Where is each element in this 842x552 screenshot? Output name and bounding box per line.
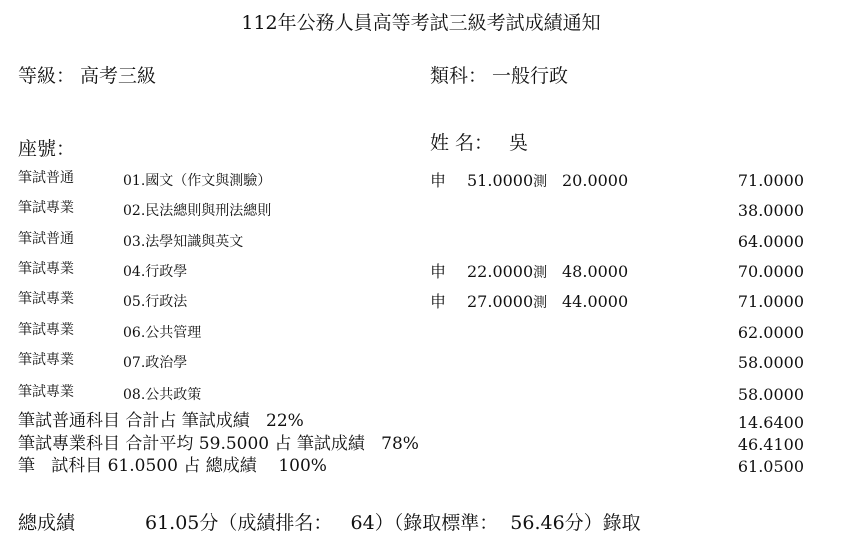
subject-score: 71.0000	[737, 171, 804, 190]
summary-line-general: 筆試普通科目 合計占 筆試成績 22%	[18, 411, 304, 431]
subject-score: 71.0000	[737, 292, 804, 311]
subject-score: 64.0000	[737, 232, 804, 251]
subject-mark: 申	[430, 292, 447, 311]
subject-score: 58.0000	[737, 385, 804, 404]
subject-value-1: 27.0000測	[467, 292, 548, 311]
subject-value-2: 20.0000	[562, 171, 629, 190]
subject-value-1: 22.0000測	[467, 262, 548, 281]
subject-type: 筆試專業	[18, 352, 74, 368]
subject-type: 筆試專業	[18, 200, 74, 216]
subject-value-2: 48.0000	[562, 262, 629, 281]
subject-mark: 申	[430, 171, 447, 190]
subject-name: 08.公共政策	[123, 387, 202, 403]
category-value: 一般行政	[492, 65, 569, 87]
seat-label: 座號：	[18, 138, 76, 160]
name-value: 吳	[509, 132, 529, 154]
total-score-value: 61.05分（成績排名： 64）（錄取標準： 56.46分）錄取	[145, 512, 641, 534]
subject-name: 03.法學知識與英文	[123, 234, 244, 250]
page-title: 112年公務人員高等考試三級考試成績通知	[241, 12, 601, 34]
subject-score: 70.0000	[737, 262, 804, 281]
summary-score-total: 61.0500	[737, 457, 804, 476]
subject-type: 筆試普通	[18, 170, 74, 186]
subject-name: 07.政治學	[123, 355, 188, 371]
subject-score: 62.0000	[737, 323, 804, 342]
subject-value-2: 44.0000	[562, 292, 629, 311]
subject-name: 06.公共管理	[123, 325, 202, 341]
summary-line-professional: 筆試專業科目 合計平均 59.5000 占 筆試成績 78%	[18, 434, 419, 454]
subject-name: 04.行政學	[123, 264, 188, 280]
grade-label: 等級：	[18, 65, 76, 87]
subject-type: 筆試普通	[18, 231, 74, 247]
subject-name: 05.行政法	[123, 294, 188, 310]
subject-type: 筆試專業	[18, 322, 74, 338]
name-label: 姓 名：	[430, 132, 494, 154]
summary-score-general: 14.6400	[737, 413, 804, 432]
subject-score: 58.0000	[737, 353, 804, 372]
subject-mark: 申	[430, 262, 447, 281]
subject-value-1: 51.0000測	[467, 171, 548, 190]
subject-type: 筆試專業	[18, 291, 74, 307]
subject-name: 01.國文（作文與測驗）	[123, 173, 272, 189]
category-label: 類科：	[430, 65, 488, 87]
subject-score: 38.0000	[737, 201, 804, 220]
summary-line-total: 筆 試科目 61.0500 占 總成績 100%	[18, 456, 327, 476]
subject-type: 筆試專業	[18, 384, 74, 400]
total-score-label: 總成績	[18, 512, 76, 534]
summary-score-professional: 46.4100	[737, 435, 804, 454]
subject-type: 筆試專業	[18, 261, 74, 277]
grade-value: 高考三級	[80, 65, 157, 87]
subject-name: 02.民法總則與刑法總則	[123, 203, 272, 219]
